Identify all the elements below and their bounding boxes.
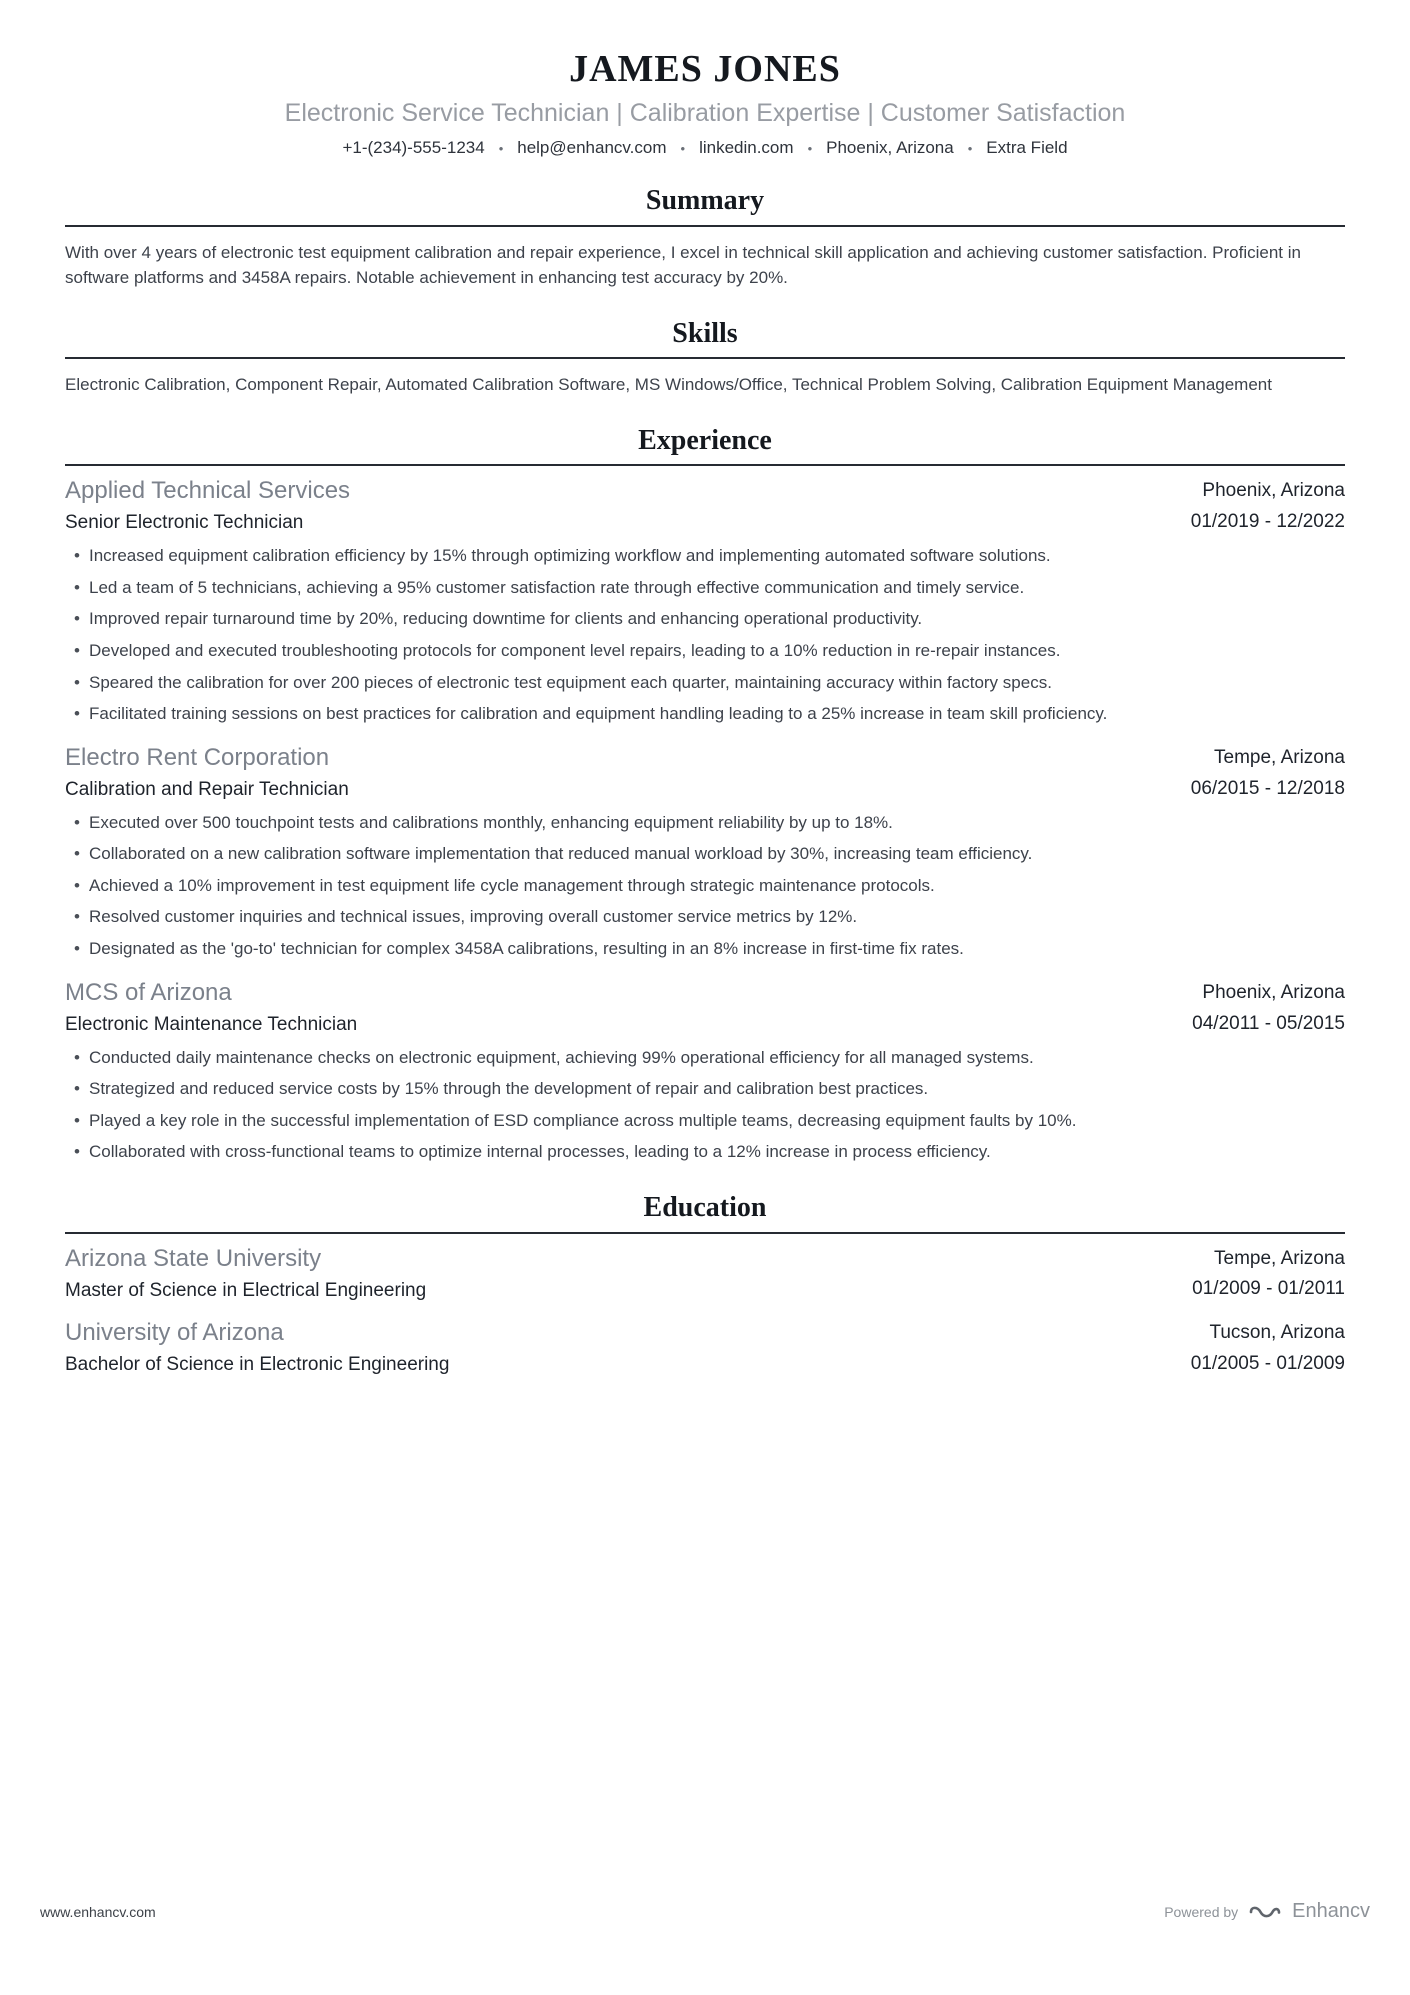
separator-dot [681, 141, 686, 156]
job-title: Senior Electronic Technician [65, 512, 304, 534]
job-dates: 04/2011 - 05/2015 [1192, 1012, 1345, 1034]
job-bullet: • Increased equipment calibration efficiency by 15% through optimizing workflow and implementing automated software solutions. [89, 544, 1345, 569]
enhancv-brand-text[interactable]: Enhancv [1292, 1900, 1370, 1922]
job-bullet: • Conducted daily maintenance checks on electronic equipment, achieving 99% operational efficiency for all managed systems. [89, 1046, 1345, 1071]
job-bullet: • Collaborated with cross-functional teams to optimize internal processes, leading to a 12% increase in process efficiency. [89, 1140, 1345, 1165]
job-bullet: • Resolved customer inquiries and technical issues, improving overall customer service metrics by 12%. [89, 905, 1345, 930]
school-dates: 01/2005 - 01/2009 [1190, 1353, 1345, 1375]
school-dates: 01/2009 - 01/2011 [1192, 1278, 1345, 1300]
separator-dot [808, 141, 813, 156]
job-location: Phoenix, Arizona [1202, 981, 1345, 1003]
experience-section [65, 424, 1345, 1165]
section-rule [65, 1232, 1345, 1234]
job-bullet: • Developed and executed troubleshooting protocols for component level repairs, leading to a 10% reduction in re-repair instances. [89, 639, 1345, 664]
enhancv-logo-icon [1248, 1902, 1282, 1922]
phone-number[interactable]: +1-(234)-555-1234 [342, 137, 485, 157]
location-text: Phoenix, Arizona [826, 137, 954, 157]
separator-dot [968, 141, 973, 156]
footer-website-link[interactable]: www.enhancv.com [40, 1903, 156, 1920]
job-bullet: • Led a team of 5 technicians, achieving a 95% customer satisfaction rate through effective communication and timely service. [89, 576, 1345, 601]
school-location: Tempe, Arizona [1214, 1247, 1345, 1269]
separator-dot [499, 141, 504, 156]
job-bullet: • Achieved a 10% improvement in test equipment life cycle management through strategic maintenance protocols. [89, 874, 1345, 899]
job-bullet: • Strategized and reduced service costs by 15% through the development of repair and calibration best practices. [89, 1077, 1345, 1102]
experience-entry [65, 476, 1345, 727]
powered-by-label: Powered by [1164, 1903, 1239, 1920]
experience-entry [65, 743, 1345, 962]
candidate-headline: Electronic Service Technician | Calibration Expertise | Customer Satisfaction [284, 98, 1126, 127]
job-bullet: • Played a key role in the successful implementation of ESD compliance across multiple teams, decreasing equipment faults by 10%. [89, 1109, 1345, 1134]
section-rule [65, 464, 1345, 466]
skills-text: Electronic Calibration, Component Repair, Automated Calibration Software, MS Windows/Office, Technical Problem Solving, Calibration Equipment Management [65, 375, 1272, 395]
school-name: Arizona State University [65, 1244, 322, 1272]
job-bullet: • Collaborated on a new calibration software implementation that reduced manual workload by 30%, increasing team efficiency. [89, 842, 1345, 867]
candidate-name: JAMES JONES [569, 48, 841, 90]
contact-row [65, 138, 1345, 158]
page-footer [40, 1900, 1370, 1923]
education-section [65, 1191, 1345, 1377]
school-location: Tucson, Arizona [1209, 1322, 1345, 1344]
degree: Bachelor of Science in Electronic Engineering [65, 1354, 450, 1376]
section-rule [65, 357, 1345, 359]
extra-field-text: Extra Field [986, 137, 1068, 157]
school-name: University of Arizona [65, 1319, 284, 1347]
resume-header [65, 48, 1345, 158]
section-rule [65, 225, 1345, 227]
powered-by [1164, 1900, 1370, 1923]
email-link[interactable]: help@enhancv.com [517, 137, 667, 157]
job-dates: 06/2015 - 12/2018 [1190, 777, 1345, 799]
job-location: Phoenix, Arizona [1202, 480, 1345, 502]
education-entry [65, 1318, 1345, 1377]
education-title: Education [643, 1192, 767, 1224]
summary-title: Summary [645, 184, 765, 216]
experience-title: Experience [638, 424, 772, 456]
job-dates: 01/2019 - 12/2022 [1190, 510, 1345, 532]
job-bullet: • Improved repair turnaround time by 20%, reducing downtime for clients and enhancing operational productivity. [89, 607, 1345, 632]
company-name: MCS of Arizona [65, 978, 232, 1006]
job-title: Calibration and Repair Technician [65, 778, 349, 800]
education-entries [65, 1244, 1345, 1378]
job-bullet: • Executed over 500 touchpoint tests and calibrations monthly, enhancing equipment reliability by up to 18%. [89, 811, 1345, 836]
job-bullets [65, 544, 1345, 727]
job-bullets [65, 811, 1345, 962]
job-bullets [65, 1046, 1345, 1166]
skills-section [65, 317, 1345, 398]
company-name: Electro Rent Corporation [65, 743, 330, 771]
job-bullet: • Facilitated training sessions on best practices for calibration and equipment handling leading to a 25% increase in team skill proficiency. [89, 702, 1345, 727]
summary-text: With over 4 years of electronic test equipment calibration and repair experience, I excel in technical skill application and achieving customer satisfaction. Proficient in software platforms and 3458A repairs. Notable achievement in enhancing test accuracy by 20%. [65, 242, 1301, 288]
degree: Master of Science in Electrical Engineering [65, 1279, 427, 1301]
experience-entries [65, 476, 1345, 1165]
job-bullet: • Designated as the 'go-to' technician for complex 3458A calibrations, resulting in an 8% increase in first-time fix rates. [89, 937, 1345, 962]
job-title: Electronic Maintenance Technician [65, 1013, 358, 1035]
job-location: Tempe, Arizona [1214, 746, 1345, 768]
job-bullet: • Speared the calibration for over 200 pieces of electronic test equipment each quarter, maintaining accuracy within factory specs. [89, 671, 1345, 696]
education-entry [65, 1244, 1345, 1303]
company-name: Applied Technical Services [65, 477, 351, 505]
summary-section [65, 184, 1345, 291]
experience-entry [65, 978, 1345, 1165]
skills-title: Skills [672, 317, 738, 349]
linkedin-link[interactable]: linkedin.com [699, 137, 794, 157]
